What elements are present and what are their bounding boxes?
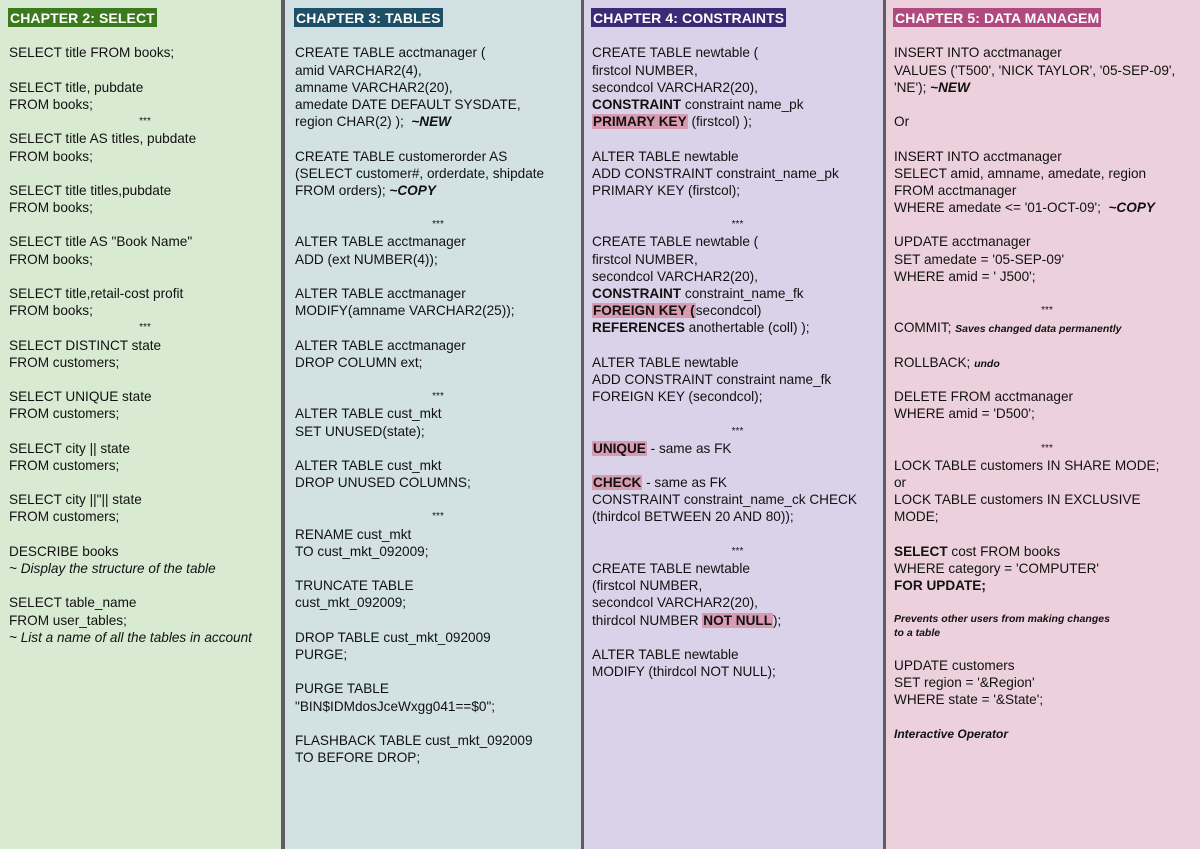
code-line: DROP COLUMN ext; [295,354,423,370]
code-line: CREATE TABLE newtable ( [592,45,759,61]
note-line: ~ List a name of all the tables in account [9,629,252,645]
code-line: WHERE amid = ' J500'; [894,268,1036,284]
code-line: SELECT title FROM books; [9,45,175,61]
code-line [295,113,581,130]
code-text: thirdcol NUMBER [592,612,703,628]
code-line: FROM customers; [9,354,120,370]
code-line: FROM books; [9,200,93,216]
code-line [592,612,883,629]
chapter-4-heading: CHAPTER 4: CONSTRAINTS [593,10,785,26]
code-line: MODIFY(amname VARCHAR2(25)); [295,303,515,319]
code-line: SELECT table_name [9,595,137,611]
section-separator: *** [432,391,444,403]
keyword: CONSTRAINT [592,96,682,112]
keyword-highlight: CHECK [593,475,642,491]
code-line: ALTER TABLE cust_mkt [295,457,442,473]
code-line [592,113,883,130]
code-line: CONSTRAINT constraint_name_ck CHECK [592,492,857,508]
code-line: ADD CONSTRAINT constraint_name_pk [592,165,839,181]
code-text: constraint name_pk [681,96,804,112]
code-line: LOCK TABLE customers IN SHARE MODE; [894,457,1160,473]
code-line: TO cust_mkt_092009; [295,543,429,559]
tag-copy: ~COPY [1108,200,1155,216]
code-line: amname VARCHAR2(20), [295,79,453,95]
code-line: "BIN$IDMdosJceWxgg041==$0"; [295,698,496,714]
section-separator: *** [432,219,444,231]
code-line: WHERE category = 'COMPUTER' [894,561,1099,577]
code-line [894,319,1200,336]
section-separator: *** [1041,305,1053,317]
code-line: FROM customers; [9,509,120,525]
code-line: FROM books; [9,96,93,112]
code-text: - same as FK [646,440,732,456]
code-text: FROM orders); [295,182,386,198]
section-separator: *** [731,219,744,231]
code-line [295,182,581,199]
code-line: CREATE TABLE newtable [592,561,750,577]
code-line: (firstcol NUMBER, [592,578,703,594]
code-line [894,354,1200,371]
code-line: UPDATE customers [894,657,1015,673]
code-line: PRIMARY KEY (firstcol); [592,182,741,198]
code-line: FROM acctmanager [894,182,1017,198]
code-line: DELETE FROM acctmanager [894,389,1074,405]
note-text: Saves changed data permanently [955,323,1122,336]
code-line: PURGE; [295,646,348,662]
code-line: ADD (ext NUMBER(4)); [295,251,438,267]
code-line: SELECT amid, amname, amedate, region [894,165,1147,181]
note-text: undo [974,357,1000,370]
section-separator: *** [432,511,444,523]
code-line: TO BEFORE DROP; [295,750,421,766]
code-line: ALTER TABLE acctmanager [295,234,466,250]
code-line: DROP TABLE cust_mkt_092009 [295,629,491,645]
code-line: FROM books; [9,303,93,319]
code-line: amedate DATE DEFAULT SYSDATE, [295,96,521,112]
code-line: SELECT UNIQUE state [9,389,152,405]
code-line [592,474,883,491]
code-line: CREATE TABLE customerorder AS [295,148,508,164]
chapter-5-column [886,0,1200,849]
code-text: secondcol) [695,303,762,319]
section-separator: *** [1041,442,1053,454]
code-line [592,285,883,302]
section-separator: *** [139,116,151,128]
code-line: LOCK TABLE customers IN EXCLUSIVE [894,492,1141,508]
code-text: anothertable (coll) ); [684,320,810,336]
code-text: region CHAR(2) ); [295,114,404,130]
code-line: VALUES ('T500', 'NICK TAYLOR', '05-SEP-09', [894,62,1176,78]
chapter-2-heading: CHAPTER 2: SELECT [10,10,155,26]
code-line: ALTER TABLE newtable [592,148,739,164]
code-line: firstcol NUMBER, [592,251,698,267]
keyword-highlight: UNIQUE [593,440,646,456]
code-line: CREATE TABLE acctmanager ( [295,45,486,61]
tag-copy: ~COPY [389,182,436,198]
code-line [592,319,883,336]
code-text: WHERE amedate <= '01-OCT-09'; [894,200,1101,216]
code-text: COMMIT; [894,320,952,336]
code-text: cost FROM books [947,543,1061,559]
code-text: 'NE'); [894,79,927,95]
code-line: FROM books; [9,251,93,267]
code-line: FROM user_tables; [9,612,127,628]
code-line: SELECT title AS titles, pubdate [9,131,197,147]
note-line: ~ Display the structure of the table [9,561,216,577]
chapter-5-heading: CHAPTER 5: DATA MANAGEM [895,10,1100,26]
code-line: ADD CONSTRAINT constraint name_fk [592,371,832,387]
code-line [592,96,883,113]
code-line: SELECT city ||"|| state [9,492,142,508]
code-line: firstcol NUMBER, [592,62,698,78]
code-line: RENAME cust_mkt [295,526,412,542]
tag-new: ~NEW [930,79,970,95]
keyword: CONSTRAINT [592,286,682,302]
keyword-highlight: PRIMARY KEY [593,114,687,130]
chapter-2-column [0,0,281,849]
code-line: SELECT title,retail-cost profit [9,286,184,302]
code-line: (SELECT customer#, orderdate, shipdate [295,165,545,181]
section-separator: *** [731,425,744,437]
code-text: (firstcol) ); [687,114,752,130]
code-line: TRUNCATE TABLE [295,578,414,594]
code-line: SET amedate = '05-SEP-09' [894,251,1065,267]
code-line: INSERT INTO acctmanager [894,45,1062,61]
code-line: FROM customers; [9,406,120,422]
code-line: MODE; [894,509,939,525]
code-line: FOR UPDATE; [894,578,986,594]
code-line: INSERT INTO acctmanager [894,148,1062,164]
code-line: ALTER TABLE cust_mkt [295,406,442,422]
code-line: FROM customers; [9,457,120,473]
code-text: ROLLBACK; [894,354,971,370]
code-line: SELECT city || state [9,440,130,456]
code-line: CREATE TABLE newtable ( [592,234,759,250]
code-line: SELECT title AS "Book Name" [9,234,193,250]
code-line: ALTER TABLE newtable [592,646,739,662]
code-text: - same as FK [642,475,727,491]
code-line [894,199,1200,216]
code-line: SET UNUSED(state); [295,423,425,439]
code-line: FROM books; [9,148,93,164]
code-line: SELECT title titles,pubdate [9,182,172,198]
code-line [894,79,1200,96]
keyword: SELECT [894,543,948,559]
note-line: to a table [894,626,941,639]
code-line: secondcol VARCHAR2(20), [592,595,758,611]
code-line [592,302,883,319]
chapter-3-column [285,0,581,849]
code-line: SET region = '&Region' [894,674,1035,690]
code-line: secondcol VARCHAR2(20), [592,79,758,95]
code-line: cust_mkt_092009; [295,595,407,611]
code-line: Or [894,114,910,130]
code-text: ); [773,612,782,628]
code-line: secondcol VARCHAR2(20), [592,268,758,284]
keyword: REFERENCES [592,320,685,336]
code-line: SELECT DISTINCT state [9,337,162,353]
code-line: amid VARCHAR2(4), [295,62,422,78]
code-line: or [894,475,907,491]
code-line: PURGE TABLE [295,681,389,697]
section-separator: *** [731,545,744,557]
chapter-4-column [584,0,883,849]
code-line: ALTER TABLE acctmanager [295,286,466,302]
section-separator: *** [139,322,151,334]
keyword-highlight: NOT NULL [703,612,773,628]
code-line: FLASHBACK TABLE cust_mkt_092009 [295,732,533,748]
code-line: (thirdcol BETWEEN 20 AND 80)); [592,509,794,525]
note-line: Interactive Operator [894,726,1009,741]
code-line: FOREIGN KEY (secondcol); [592,389,763,405]
code-line: ALTER TABLE newtable [592,354,739,370]
code-line [894,543,1200,560]
chapter-3-heading: CHAPTER 3: TABLES [296,10,441,26]
code-line: SELECT title, pubdate [9,79,144,95]
code-line: ALTER TABLE acctmanager [295,337,466,353]
code-line: WHERE amid = 'D500'; [894,406,1035,422]
code-text: constraint_name_fk [681,286,804,302]
code-line: WHERE state = '&State'; [894,692,1044,708]
code-line: DESCRIBE books [9,543,119,559]
code-line [592,440,883,457]
code-line: MODIFY (thirdcol NOT NULL); [592,664,776,680]
note-line: Prevents other users from making changes [894,612,1110,625]
code-line: DROP UNUSED COLUMNS; [295,475,471,491]
code-line: UPDATE acctmanager [894,234,1031,250]
tag-new: ~NEW [411,114,451,130]
keyword-highlight: FOREIGN KEY ( [593,303,695,319]
